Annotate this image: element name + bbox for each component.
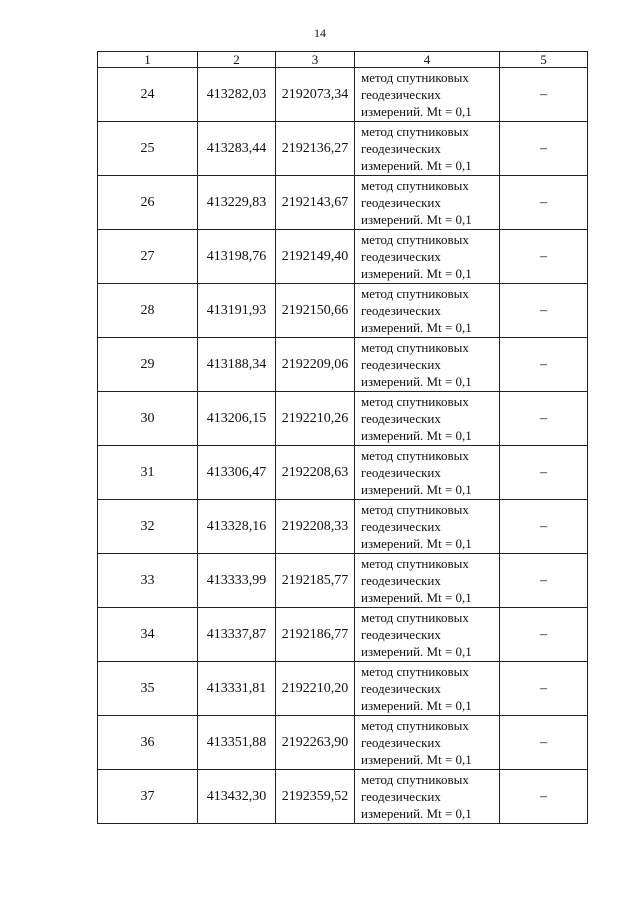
x-coordinate-cell: 413198,76 bbox=[198, 230, 276, 284]
method-text-line: метод спутниковых bbox=[361, 556, 469, 571]
method-cell bbox=[355, 500, 500, 554]
x-coordinate-cell: 413306,47 bbox=[198, 446, 276, 500]
note-cell: – bbox=[500, 500, 588, 554]
table-row bbox=[98, 122, 588, 176]
x-coordinate-cell: 413328,16 bbox=[198, 500, 276, 554]
point-number-cell: 30 bbox=[98, 392, 198, 446]
point-number-cell: 28 bbox=[98, 284, 198, 338]
method-text-line: измерений. Mt = 0,1 bbox=[361, 482, 472, 497]
method-cell bbox=[355, 662, 500, 716]
point-number-cell: 34 bbox=[98, 608, 198, 662]
table-row bbox=[98, 554, 588, 608]
table-row bbox=[98, 716, 588, 770]
method-text-line: измерений. Mt = 0,1 bbox=[361, 428, 472, 443]
x-coordinate-cell: 413191,93 bbox=[198, 284, 276, 338]
x-coordinate-cell: 413282,03 bbox=[198, 68, 276, 122]
method-text-line: измерений. Mt = 0,1 bbox=[361, 266, 472, 281]
method-text-line: геодезических bbox=[361, 303, 441, 318]
method-text-line: метод спутниковых bbox=[361, 448, 469, 463]
method-text-line: метод спутниковых bbox=[361, 124, 469, 139]
note-cell: – bbox=[500, 122, 588, 176]
note-cell: – bbox=[500, 230, 588, 284]
method-text-line: метод спутниковых bbox=[361, 718, 469, 733]
table-row bbox=[98, 68, 588, 122]
note-cell: – bbox=[500, 770, 588, 824]
method-text-line: геодезических bbox=[361, 249, 441, 264]
method-text-line: измерений. Mt = 0,1 bbox=[361, 644, 472, 659]
method-text-line: метод спутниковых bbox=[361, 286, 469, 301]
point-number-cell: 29 bbox=[98, 338, 198, 392]
method-text-line: измерений. Mt = 0,1 bbox=[361, 374, 472, 389]
point-number-cell: 27 bbox=[98, 230, 198, 284]
method-text-line: геодезических bbox=[361, 735, 441, 750]
method-text-line: метод спутниковых bbox=[361, 664, 469, 679]
column-header-point-number: 1 bbox=[98, 52, 198, 68]
method-text-line: геодезических bbox=[361, 573, 441, 588]
x-coordinate-cell: 413229,83 bbox=[198, 176, 276, 230]
method-cell bbox=[355, 176, 500, 230]
method-text-line: метод спутниковых bbox=[361, 610, 469, 625]
method-text-line: геодезических bbox=[361, 195, 441, 210]
note-cell: – bbox=[500, 338, 588, 392]
x-coordinate-cell: 413432,30 bbox=[198, 770, 276, 824]
y-coordinate-cell: 2192143,67 bbox=[276, 176, 355, 230]
x-coordinate-cell: 413206,15 bbox=[198, 392, 276, 446]
note-cell: – bbox=[500, 446, 588, 500]
method-text-line: измерений. Mt = 0,1 bbox=[361, 158, 472, 173]
table-row bbox=[98, 500, 588, 554]
x-coordinate-cell: 413188,34 bbox=[198, 338, 276, 392]
table-row bbox=[98, 770, 588, 824]
y-coordinate-cell: 2192263,90 bbox=[276, 716, 355, 770]
method-cell bbox=[355, 770, 500, 824]
method-text-line: метод спутниковых bbox=[361, 772, 469, 787]
note-cell: – bbox=[500, 176, 588, 230]
y-coordinate-cell: 2192149,40 bbox=[276, 230, 355, 284]
point-number-cell: 33 bbox=[98, 554, 198, 608]
table-row bbox=[98, 338, 588, 392]
note-cell: – bbox=[500, 662, 588, 716]
table-row bbox=[98, 662, 588, 716]
coordinates-table bbox=[97, 51, 588, 824]
method-text-line: геодезических bbox=[361, 411, 441, 426]
method-cell bbox=[355, 446, 500, 500]
method-text-line: измерений. Mt = 0,1 bbox=[361, 590, 472, 605]
note-cell: – bbox=[500, 392, 588, 446]
point-number-cell: 36 bbox=[98, 716, 198, 770]
method-text-line: метод спутниковых bbox=[361, 340, 469, 355]
method-text-line: метод спутниковых bbox=[361, 178, 469, 193]
table-row bbox=[98, 446, 588, 500]
method-text-line: измерений. Mt = 0,1 bbox=[361, 752, 472, 767]
y-coordinate-cell: 2192185,77 bbox=[276, 554, 355, 608]
method-cell bbox=[355, 338, 500, 392]
y-coordinate-cell: 2192359,52 bbox=[276, 770, 355, 824]
y-coordinate-cell: 2192210,20 bbox=[276, 662, 355, 716]
note-cell: – bbox=[500, 716, 588, 770]
method-text-line: измерений. Mt = 0,1 bbox=[361, 104, 472, 119]
method-text-line: геодезических bbox=[361, 627, 441, 642]
method-cell bbox=[355, 608, 500, 662]
method-cell bbox=[355, 68, 500, 122]
y-coordinate-cell: 2192210,26 bbox=[276, 392, 355, 446]
note-cell: – bbox=[500, 284, 588, 338]
column-header-note: 5 bbox=[500, 52, 588, 68]
method-text-line: измерений. Mt = 0,1 bbox=[361, 806, 472, 821]
point-number-cell: 31 bbox=[98, 446, 198, 500]
method-cell bbox=[355, 392, 500, 446]
method-text-line: геодезических bbox=[361, 357, 441, 372]
method-text-line: метод спутниковых bbox=[361, 394, 469, 409]
point-number-cell: 26 bbox=[98, 176, 198, 230]
method-text-line: метод спутниковых bbox=[361, 70, 469, 85]
method-text-line: измерений. Mt = 0,1 bbox=[361, 212, 472, 227]
point-number-cell: 24 bbox=[98, 68, 198, 122]
table-row bbox=[98, 176, 588, 230]
method-text-line: геодезических bbox=[361, 789, 441, 804]
method-text-line: измерений. Mt = 0,1 bbox=[361, 536, 472, 551]
method-text-line: геодезических bbox=[361, 519, 441, 534]
table-row bbox=[98, 230, 588, 284]
method-text-line: метод спутниковых bbox=[361, 502, 469, 517]
method-cell bbox=[355, 716, 500, 770]
method-cell bbox=[355, 230, 500, 284]
table-row bbox=[98, 284, 588, 338]
x-coordinate-cell: 413337,87 bbox=[198, 608, 276, 662]
x-coordinate-cell: 413331,81 bbox=[198, 662, 276, 716]
y-coordinate-cell: 2192073,34 bbox=[276, 68, 355, 122]
method-text-line: геодезических bbox=[361, 87, 441, 102]
table-body bbox=[98, 68, 588, 824]
y-coordinate-cell: 2192150,66 bbox=[276, 284, 355, 338]
y-coordinate-cell: 2192208,33 bbox=[276, 500, 355, 554]
method-text-line: геодезических bbox=[361, 681, 441, 696]
method-cell bbox=[355, 554, 500, 608]
column-header-method: 4 bbox=[355, 52, 500, 68]
point-number-cell: 25 bbox=[98, 122, 198, 176]
method-text-line: измерений. Mt = 0,1 bbox=[361, 698, 472, 713]
column-header-x-coordinate: 2 bbox=[198, 52, 276, 68]
method-text-line: геодезических bbox=[361, 465, 441, 480]
method-cell bbox=[355, 284, 500, 338]
x-coordinate-cell: 413333,99 bbox=[198, 554, 276, 608]
method-text-line: геодезических bbox=[361, 141, 441, 156]
x-coordinate-cell: 413283,44 bbox=[198, 122, 276, 176]
y-coordinate-cell: 2192186,77 bbox=[276, 608, 355, 662]
table-row bbox=[98, 392, 588, 446]
point-number-cell: 35 bbox=[98, 662, 198, 716]
method-text-line: измерений. Mt = 0,1 bbox=[361, 320, 472, 335]
table-row bbox=[98, 608, 588, 662]
y-coordinate-cell: 2192208,63 bbox=[276, 446, 355, 500]
x-coordinate-cell: 413351,88 bbox=[198, 716, 276, 770]
y-coordinate-cell: 2192209,06 bbox=[276, 338, 355, 392]
table-header-row bbox=[98, 52, 588, 68]
page-number: 14 bbox=[314, 26, 326, 40]
method-cell bbox=[355, 122, 500, 176]
y-coordinate-cell: 2192136,27 bbox=[276, 122, 355, 176]
note-cell: – bbox=[500, 608, 588, 662]
method-text-line: метод спутниковых bbox=[361, 232, 469, 247]
point-number-cell: 37 bbox=[98, 770, 198, 824]
note-cell: – bbox=[500, 554, 588, 608]
point-number-cell: 32 bbox=[98, 500, 198, 554]
note-cell: – bbox=[500, 68, 588, 122]
column-header-y-coordinate: 3 bbox=[276, 52, 355, 68]
